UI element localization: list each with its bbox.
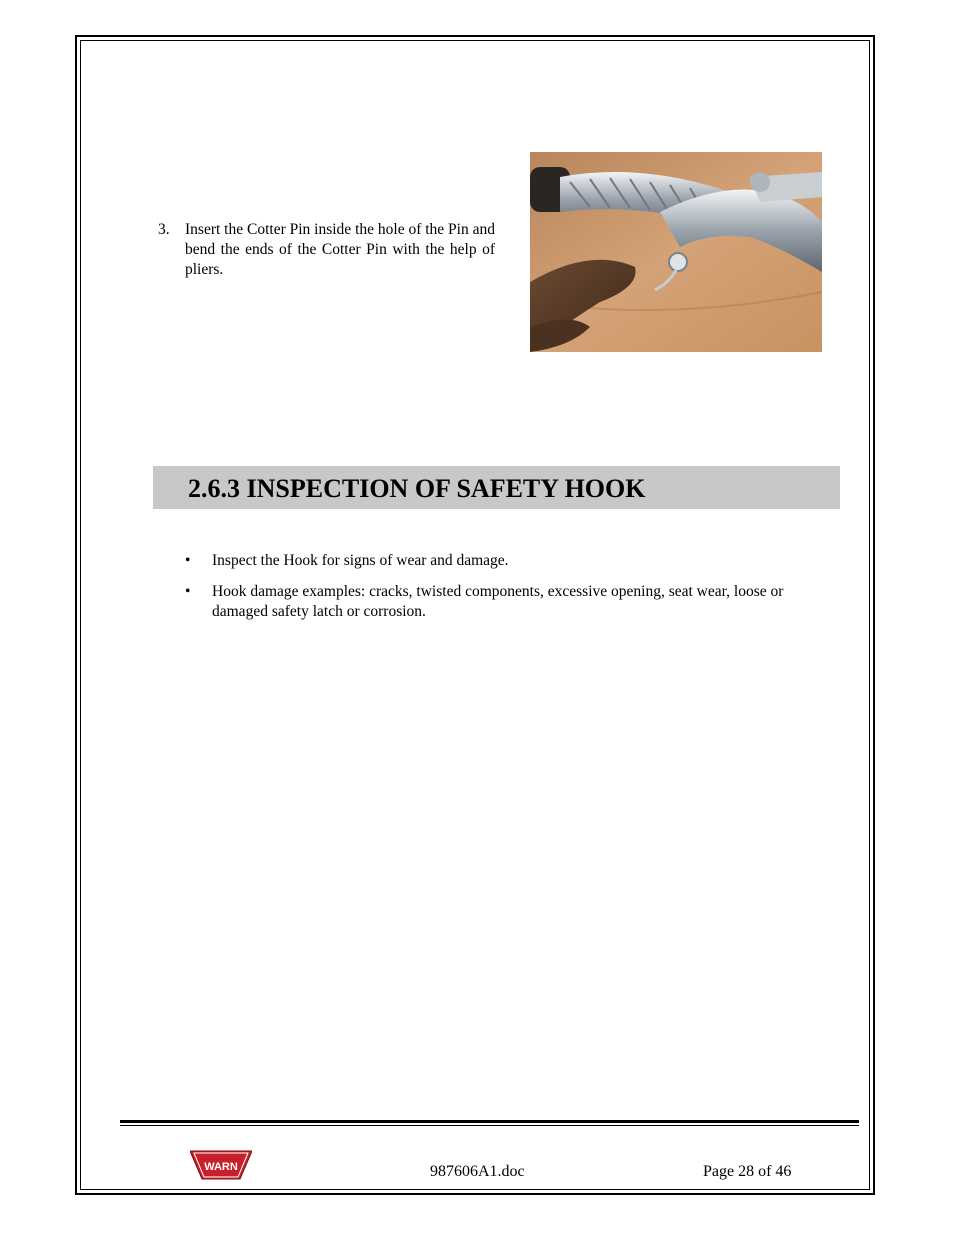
bullet-marker: •	[185, 583, 191, 600]
bullet-marker: •	[185, 552, 191, 569]
footer-page-number: Page 28 of 46	[703, 1163, 792, 1180]
step-3	[158, 220, 495, 280]
list-item	[185, 582, 815, 622]
logo-text: WARN	[204, 1161, 238, 1173]
cotter-pin-photo	[530, 152, 822, 352]
step-number: 3.	[158, 221, 170, 238]
warn-logo	[190, 1150, 252, 1180]
bullet-list	[185, 551, 815, 633]
footer-rule-thick	[120, 1120, 859, 1123]
list-item	[185, 551, 815, 571]
bullet-text: Inspect the Hook for signs of wear and damage.	[212, 552, 509, 569]
step-text: Insert the Cotter Pin inside the hole of the Pin and bend the ends of the Cotter Pin with the help of pliers.	[185, 221, 495, 278]
bullet-text: Hook damage examples: cracks, twisted components, excessive opening, seat wear, loose or damaged safety latch or corrosion.	[212, 583, 784, 620]
footer-rule-thin	[120, 1125, 859, 1126]
section-heading-bar	[153, 466, 840, 509]
section-title: 2.6.3 INSPECTION OF SAFETY HOOK	[188, 474, 646, 503]
footer-doc-name: 987606A1.doc	[430, 1163, 525, 1180]
